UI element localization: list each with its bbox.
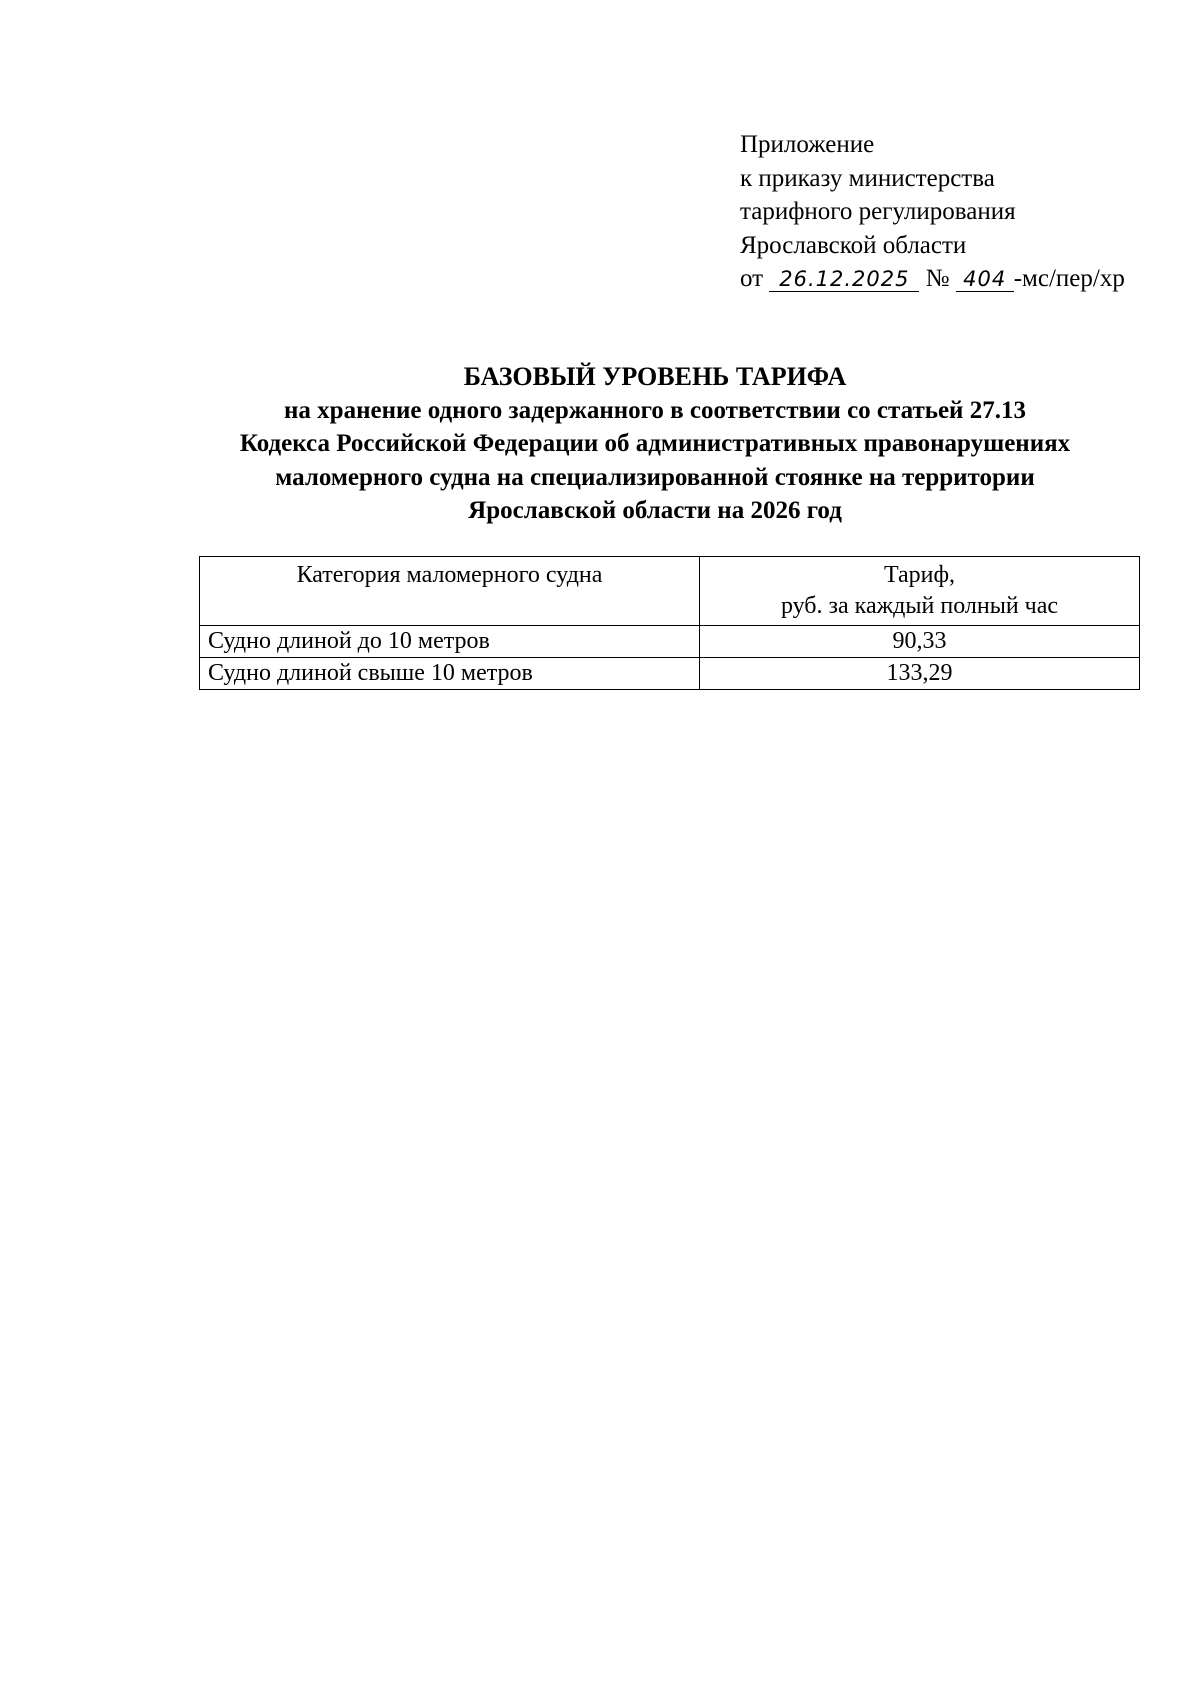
header-tariff	[700, 557, 1140, 626]
tariff-table	[199, 556, 1140, 690]
row-category: Судно длиной до 10 метров	[200, 626, 700, 658]
order-reference-line	[740, 262, 1125, 296]
row-tariff: 133,29	[700, 658, 1140, 690]
appendix-line: к приказу министерства	[740, 164, 995, 192]
title-subline: на хранение одного задержанного в соответствии со статьей 27.13	[284, 396, 1026, 424]
from-prefix: от	[740, 265, 764, 292]
header-tariff-unit: руб. за каждый полный час	[780, 593, 1059, 619]
table-header-row	[200, 557, 1140, 626]
appendix-line: Ярославской области	[740, 231, 967, 259]
appendix-line: Приложение	[740, 131, 875, 158]
appendix-block	[740, 128, 1125, 296]
row-tariff: 90,33	[700, 626, 1140, 658]
header-tariff-label: Тариф,	[883, 562, 956, 588]
document-title: БАЗОВЫЙ УРОВЕНЬ ТАРИФА	[463, 362, 847, 391]
handwritten-date: 26.12.2025	[769, 267, 919, 292]
table-row	[200, 626, 1140, 658]
title-subline: Кодекса Российской Федерации об административных правонарушениях	[239, 430, 1071, 457]
title-subline: маломерного судна на специализированной стоянке на территории	[275, 463, 1035, 491]
header-category-label: Категория маломерного судна	[296, 562, 603, 588]
number-sign: №	[925, 265, 950, 292]
handwritten-number: 404	[956, 267, 1014, 292]
table-row	[200, 658, 1140, 690]
title-subline: Ярославской области на 2026 год	[468, 497, 842, 524]
order-suffix: -мс/пер/хр	[1013, 265, 1125, 292]
document-title-block	[190, 360, 1120, 528]
appendix-line: тарифного регулирования	[740, 198, 1016, 225]
row-category: Судно длиной свыше 10 метров	[200, 658, 700, 690]
header-category	[200, 557, 700, 626]
